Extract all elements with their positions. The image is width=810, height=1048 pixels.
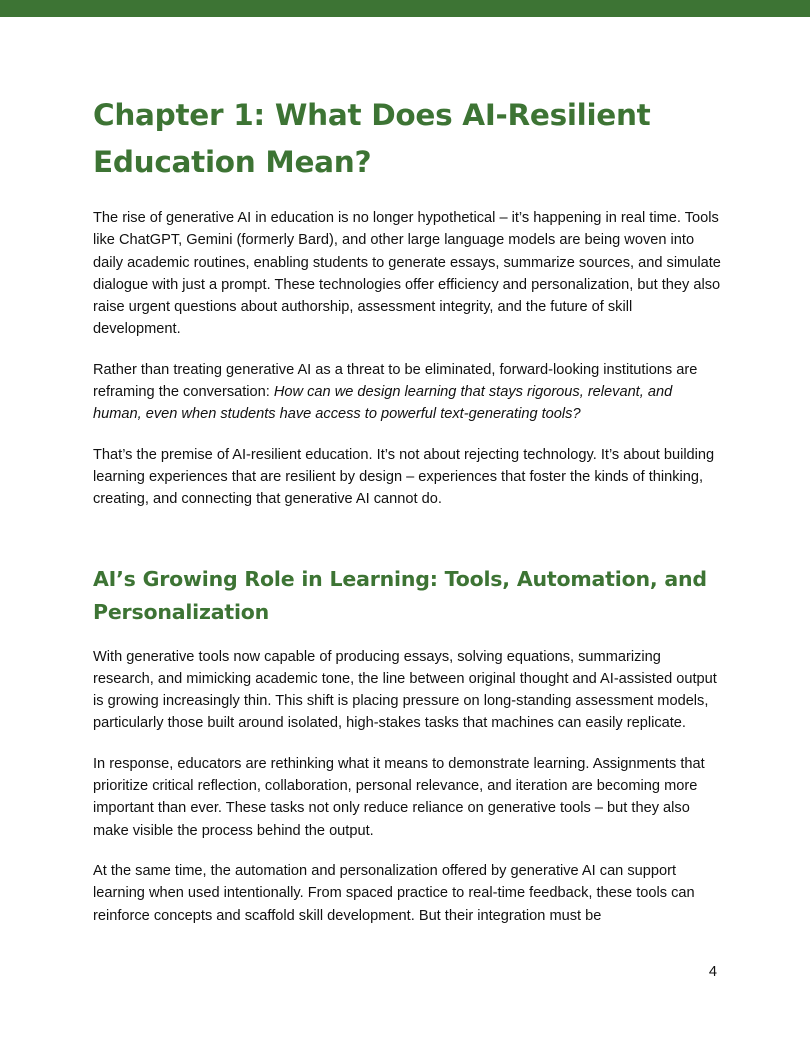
paragraph-2-text: Rather than treating generative AI as a threat to be eliminated, forward-looking institutions are reframing the conversation: <box>93 361 698 401</box>
section-paragraph-2: In response, educators are rethinking what it means to demonstrate learning. Assignments that prioritize critical reflection, collaboration, personal relevance, and iteration are becoming more important than ever. These tasks not only reduce reliance on generative tools – but they also make visible the process behind the output. <box>93 755 705 839</box>
page-number: 4 <box>708 964 717 980</box>
section-title: AI’s Growing Role in Learning: Tools, Automation, and Personalization <box>93 566 707 624</box>
section-paragraph-1: With generative tools now capable of producing essays, solving equations, summarizing research, and mimicking academic tone, the line between original thought and AI-assisted output is growing increasingly thin. This shift is placing pressure on long-standing assessment models, particularly those built around isolated, high-stakes tasks that machines can easily replicate. <box>93 648 717 732</box>
header-accent-bar <box>0 0 810 17</box>
chapter-paragraph-3: That’s the premise of AI-resilient education. It’s not about rejecting technology. It’s about building learning experiences that are resilient by design – experiences that foster the kinds of thinking, creating, and connecting that generative AI cannot do. <box>93 446 715 508</box>
page-content <box>93 92 721 927</box>
chapter-paragraph-2 <box>93 359 721 426</box>
section-paragraph-3: At the same time, the automation and personalization offered by generative AI can support learning when used intentionally. From spaced practice to real-time feedback, these tools can reinforce concepts and scaffold skill development. But their integration must be <box>93 862 695 924</box>
chapter-paragraph-1: The rise of generative AI in education is no longer hypothetical – it’s happening in real time. Tools like ChatGPT, Gemini (formerly Bard), and other large language models are being woven into daily academic routines, enabling students to generate essays, summarize sources, and simulate dialogue with just a prompt. These technologies offer efficiency and personalization, but they also raise urgent questions about authorship, assessment integrity, and the future of skill development. <box>93 210 721 338</box>
chapter-title: Chapter 1: What Does AI-Resilient Education Mean? <box>93 98 651 179</box>
paragraph-2-italic-question: How can we design learning that stays rigorous, relevant, and human, even when students have access to powerful text-generating tools? <box>93 384 673 423</box>
